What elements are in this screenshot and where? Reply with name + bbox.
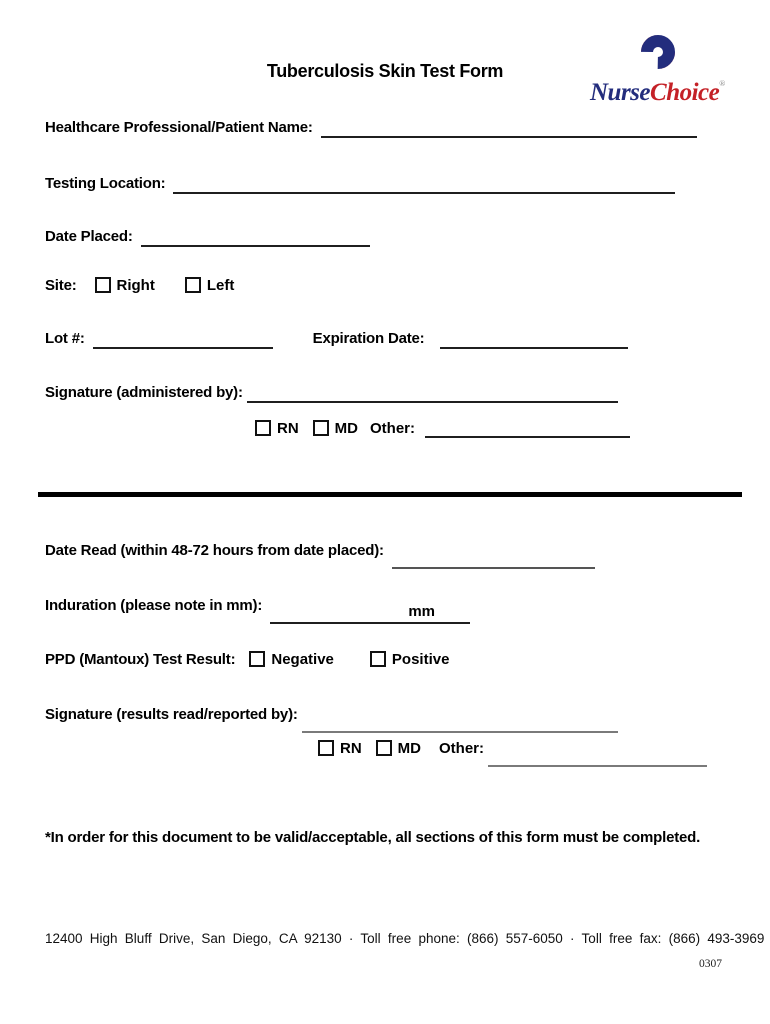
positive-label: Positive xyxy=(391,651,450,668)
signature-results-row xyxy=(45,705,618,725)
validity-footnote: *In order for this document to be valid/acceptable, all sections of this form must be completed. xyxy=(45,829,701,846)
expiration-date-input-line[interactable] xyxy=(440,331,628,349)
lot-number-label: Lot #: xyxy=(45,330,85,347)
testing-location-row xyxy=(45,174,675,194)
date-placed-input-line[interactable] xyxy=(141,229,370,247)
other-input-line-results[interactable] xyxy=(488,749,707,767)
date-read-row xyxy=(45,541,595,561)
date-read-input-line[interactable] xyxy=(392,551,595,569)
logo-text-nurse: Nurse xyxy=(590,79,651,106)
md-checkbox-results[interactable] xyxy=(376,740,392,756)
positive-checkbox[interactable] xyxy=(370,651,386,667)
expiration-date-label: Expiration Date: xyxy=(312,330,425,347)
signature-administered-label: Signature (administered by): xyxy=(45,384,243,401)
signature-administered-input-line[interactable] xyxy=(247,385,618,403)
md-label-administered: MD xyxy=(334,420,358,437)
registered-trademark-symbol: ® xyxy=(719,79,725,88)
rn-checkbox-results[interactable] xyxy=(318,740,334,756)
logo-text-choice: Choice xyxy=(650,79,720,106)
lot-expiration-row xyxy=(45,329,628,349)
induration-unit-label: mm xyxy=(408,603,435,620)
test-result-label: PPD (Mantoux) Test Result: xyxy=(45,651,236,668)
rn-label-administered: RN xyxy=(277,420,299,437)
signature-results-input-line[interactable] xyxy=(302,715,618,733)
name-input-line[interactable] xyxy=(321,120,697,138)
other-input-line-administered[interactable] xyxy=(425,420,630,438)
nursechoice-logo xyxy=(590,30,725,107)
negative-checkbox[interactable] xyxy=(249,651,265,667)
signature-results-label: Signature (results read/reported by): xyxy=(45,706,298,723)
other-label-administered: Other: xyxy=(370,420,415,437)
date-placed-row xyxy=(45,227,370,247)
test-result-row xyxy=(45,650,449,670)
footer-contact-line: 12400 High Bluff Drive, San Diego, CA 92130 · Toll free phone: (866) 557-6050 · Toll free fax: (866) 493-3969 xyxy=(45,931,765,946)
induration-row xyxy=(45,596,470,620)
testing-location-input-line[interactable] xyxy=(173,176,675,194)
induration-input-line[interactable] xyxy=(270,603,470,624)
signature-administered-row xyxy=(45,383,618,403)
other-label-results: Other: xyxy=(439,740,484,757)
site-row xyxy=(45,276,234,296)
site-label: Site: xyxy=(45,277,77,294)
section-divider xyxy=(38,492,742,497)
rn-checkbox-administered[interactable] xyxy=(255,420,271,436)
lot-number-input-line[interactable] xyxy=(93,331,273,349)
site-right-label: Right xyxy=(116,277,155,294)
form-code: 0307 xyxy=(699,958,722,970)
date-read-label: Date Read (within 48-72 hours from date placed): xyxy=(45,542,384,559)
credentials-results-row xyxy=(318,739,707,759)
credentials-administered-row xyxy=(255,419,630,439)
date-placed-label: Date Placed: xyxy=(45,228,133,245)
nursechoice-swirl-icon xyxy=(632,30,680,74)
name-row xyxy=(45,118,697,138)
induration-label: Induration (please note in mm): xyxy=(45,597,263,614)
site-right-checkbox[interactable] xyxy=(95,277,111,293)
negative-label: Negative xyxy=(271,651,334,668)
md-checkbox-administered[interactable] xyxy=(313,420,329,436)
site-left-label: Left xyxy=(206,277,235,294)
testing-location-label: Testing Location: xyxy=(45,175,166,192)
page-title: Tuberculosis Skin Test Form xyxy=(266,61,504,81)
rn-label-results: RN xyxy=(340,740,362,757)
site-left-checkbox[interactable] xyxy=(185,277,201,293)
logo-wordmark xyxy=(590,79,725,107)
name-label: Healthcare Professional/Patient Name: xyxy=(45,119,313,136)
md-label-results: MD xyxy=(397,740,421,757)
